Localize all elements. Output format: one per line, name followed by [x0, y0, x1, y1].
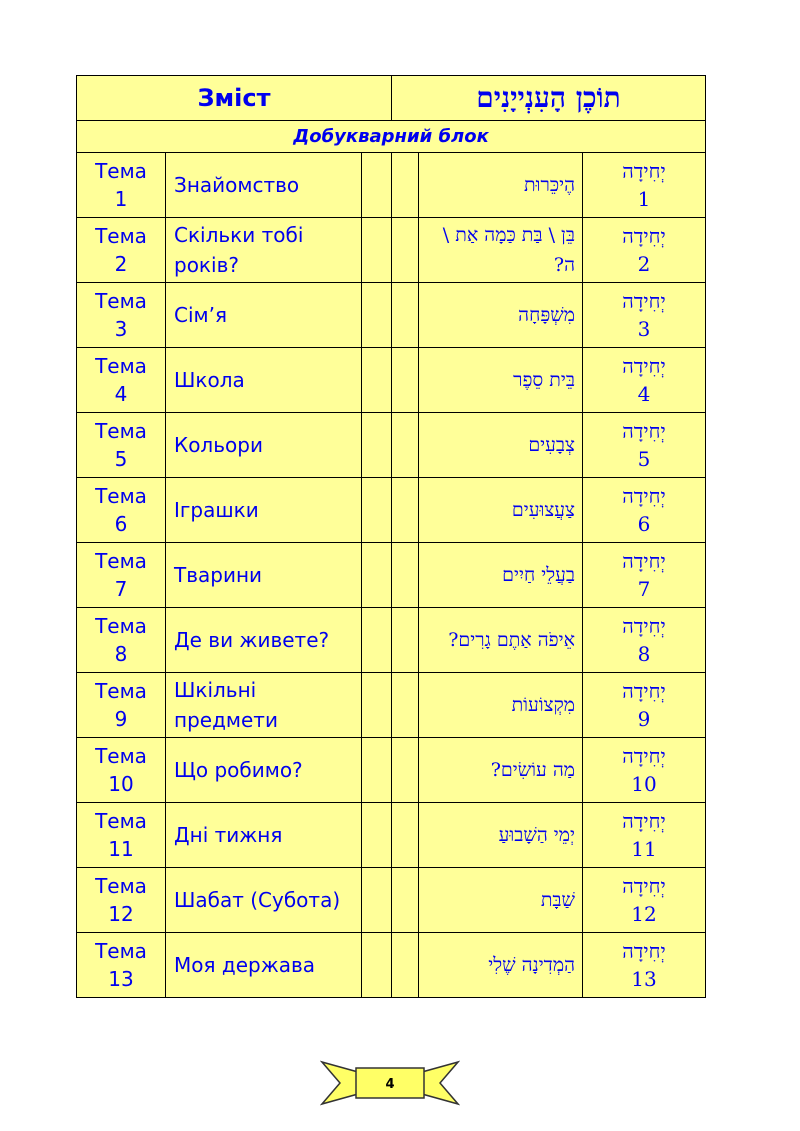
- hebrew-topic: אֵיפֹה אַתֶם גָרִים?: [419, 608, 583, 673]
- empty-cell: [362, 218, 392, 283]
- hebrew-topic: מַה עוֹשִׂים?: [419, 738, 583, 803]
- tema-cell: [77, 348, 166, 413]
- unit-cell: [583, 478, 706, 543]
- empty-cell: [392, 543, 419, 608]
- unit-label: יְחִידָה: [622, 484, 666, 508]
- table-row: [77, 673, 706, 738]
- ukrainian-topic: Що робимо?: [166, 738, 362, 803]
- tema-label: Тема: [95, 484, 147, 508]
- tema-cell: [77, 738, 166, 803]
- table-row: [77, 738, 706, 803]
- unit-number: 8: [637, 642, 651, 666]
- unit-number: 11: [631, 837, 657, 861]
- tema-label: Тема: [95, 679, 147, 703]
- tema-label: Тема: [95, 224, 147, 248]
- unit-cell: [583, 153, 706, 218]
- unit-cell: [583, 283, 706, 348]
- tema-cell: [77, 933, 166, 998]
- table-row: [77, 543, 706, 608]
- unit-cell: [583, 413, 706, 478]
- table-row: [77, 283, 706, 348]
- unit-cell: [583, 933, 706, 998]
- ukrainian-topic: Шабат (Субота): [166, 868, 362, 933]
- hebrew-topic: בַעֲלֵי חַיִים: [419, 543, 583, 608]
- unit-number: 1: [637, 187, 651, 211]
- unit-cell: [583, 608, 706, 673]
- hebrew-topic: צְבָעִים: [419, 413, 583, 478]
- empty-cell: [392, 868, 419, 933]
- empty-cell: [392, 608, 419, 673]
- tema-label: Тема: [95, 744, 147, 768]
- unit-label: יְחִידָה: [622, 419, 666, 443]
- ukrainian-topic: Сім’я: [166, 283, 362, 348]
- tema-number: 4: [114, 382, 128, 406]
- empty-cell: [362, 673, 392, 738]
- block-title: Добукварний блок: [77, 121, 706, 153]
- tema-number: 6: [114, 512, 128, 536]
- table-row: [77, 478, 706, 543]
- hebrew-topic: בֵּן \ בַּת כַּמָה אַת \ ה?: [419, 218, 583, 283]
- empty-cell: [392, 933, 419, 998]
- empty-cell: [362, 413, 392, 478]
- empty-cell: [362, 283, 392, 348]
- empty-cell: [392, 218, 419, 283]
- ukrainian-title: Зміст: [77, 76, 392, 121]
- unit-label: יְחִידָה: [622, 679, 666, 703]
- ukrainian-topic: Тварини: [166, 543, 362, 608]
- page-number-ribbon: [320, 1058, 460, 1108]
- unit-label: יְחִידָה: [622, 289, 666, 313]
- tema-cell: [77, 608, 166, 673]
- table-row: [77, 933, 706, 998]
- empty-cell: [362, 543, 392, 608]
- unit-number: 10: [631, 772, 657, 796]
- tema-cell: [77, 413, 166, 478]
- unit-cell: [583, 348, 706, 413]
- unit-number: 4: [637, 382, 651, 406]
- tema-cell: [77, 153, 166, 218]
- empty-cell: [362, 348, 392, 413]
- hebrew-topic: הַמְדִינָה שֶׁלִי: [419, 933, 583, 998]
- unit-number: 5: [637, 447, 651, 471]
- table-row: [77, 413, 706, 478]
- empty-cell: [362, 933, 392, 998]
- unit-number: 9: [637, 707, 651, 731]
- table-row: [77, 868, 706, 933]
- ukrainian-topic: Шкільні предмети: [166, 673, 362, 738]
- tema-cell: [77, 868, 166, 933]
- unit-number: 13: [631, 967, 657, 991]
- tema-cell: [77, 283, 166, 348]
- ukrainian-topic: Моя держава: [166, 933, 362, 998]
- unit-label: יְחִידָה: [622, 809, 666, 833]
- tema-label: Тема: [95, 939, 147, 963]
- unit-cell: [583, 803, 706, 868]
- hebrew-topic: הֶיכֵּרוּת: [419, 153, 583, 218]
- hebrew-title: תוֹכֶן הָעִנְייָנִים: [392, 76, 706, 121]
- tema-number: 11: [108, 837, 134, 861]
- empty-cell: [392, 153, 419, 218]
- empty-cell: [362, 153, 392, 218]
- header-row: [77, 76, 706, 121]
- tema-number: 10: [108, 772, 134, 796]
- tema-number: 5: [114, 447, 128, 471]
- unit-label: יְחִידָה: [622, 614, 666, 638]
- ukrainian-topic: Школа: [166, 348, 362, 413]
- hebrew-topic: יְמֵי הַשָׁבוּעַ: [419, 803, 583, 868]
- table-row: [77, 608, 706, 673]
- tema-number: 13: [108, 967, 134, 991]
- empty-cell: [392, 348, 419, 413]
- tema-number: 3: [114, 317, 128, 341]
- block-row: [77, 121, 706, 153]
- unit-label: יְחִידָה: [622, 549, 666, 573]
- unit-number: 6: [637, 512, 651, 536]
- unit-label: יְחִידָה: [622, 159, 666, 183]
- tema-label: Тема: [95, 289, 147, 313]
- tema-number: 8: [114, 642, 128, 666]
- unit-number: 12: [631, 902, 657, 926]
- empty-cell: [362, 868, 392, 933]
- table-row: [77, 218, 706, 283]
- unit-cell: [583, 218, 706, 283]
- empty-cell: [392, 738, 419, 803]
- hebrew-topic: מִקְצוֹעוֹת: [419, 673, 583, 738]
- ukrainian-topic: Де ви живете?: [166, 608, 362, 673]
- unit-label: יְחִידָה: [622, 354, 666, 378]
- unit-label: יְחִידָה: [622, 874, 666, 898]
- empty-cell: [362, 608, 392, 673]
- empty-cell: [362, 478, 392, 543]
- tema-label: Тема: [95, 874, 147, 898]
- ukrainian-topic: Знайомство: [166, 153, 362, 218]
- tema-number: 1: [114, 187, 128, 211]
- page-number: 4: [385, 1077, 395, 1092]
- empty-cell: [392, 673, 419, 738]
- unit-number: 7: [637, 577, 651, 601]
- unit-label: יְחִידָה: [622, 939, 666, 963]
- contents-table: [76, 75, 706, 998]
- tema-cell: [77, 218, 166, 283]
- tema-cell: [77, 803, 166, 868]
- ukrainian-topic: Дні тижня: [166, 803, 362, 868]
- empty-cell: [392, 283, 419, 348]
- empty-cell: [362, 738, 392, 803]
- empty-cell: [392, 413, 419, 478]
- tema-number: 7: [114, 577, 128, 601]
- tema-label: Тема: [95, 549, 147, 573]
- tema-label: Тема: [95, 159, 147, 183]
- unit-number: 3: [637, 317, 651, 341]
- ukrainian-topic: Скільки тобі років?: [166, 218, 362, 283]
- table-row: [77, 348, 706, 413]
- ukrainian-topic: Іграшки: [166, 478, 362, 543]
- empty-cell: [392, 478, 419, 543]
- tema-cell: [77, 478, 166, 543]
- tema-label: Тема: [95, 354, 147, 378]
- table-row: [77, 803, 706, 868]
- ukrainian-topic: Кольори: [166, 413, 362, 478]
- unit-cell: [583, 738, 706, 803]
- table-row: [77, 153, 706, 218]
- hebrew-topic: צַעֲצוּעִים: [419, 478, 583, 543]
- tema-label: Тема: [95, 614, 147, 638]
- empty-cell: [392, 803, 419, 868]
- tema-cell: [77, 673, 166, 738]
- tema-number: 12: [108, 902, 134, 926]
- hebrew-topic: מִשְׁפָּחָה: [419, 283, 583, 348]
- tema-label: Тема: [95, 809, 147, 833]
- unit-cell: [583, 868, 706, 933]
- unit-cell: [583, 673, 706, 738]
- tema-number: 9: [114, 707, 128, 731]
- tema-number: 2: [114, 252, 128, 276]
- unit-cell: [583, 543, 706, 608]
- unit-number: 2: [637, 252, 651, 276]
- tema-label: Тема: [95, 419, 147, 443]
- unit-label: יְחִידָה: [622, 224, 666, 248]
- tema-cell: [77, 543, 166, 608]
- hebrew-topic: שַׁבָּת: [419, 868, 583, 933]
- empty-cell: [362, 803, 392, 868]
- hebrew-topic: בֵּית סֵפֶר: [419, 348, 583, 413]
- unit-label: יְחִידָה: [622, 744, 666, 768]
